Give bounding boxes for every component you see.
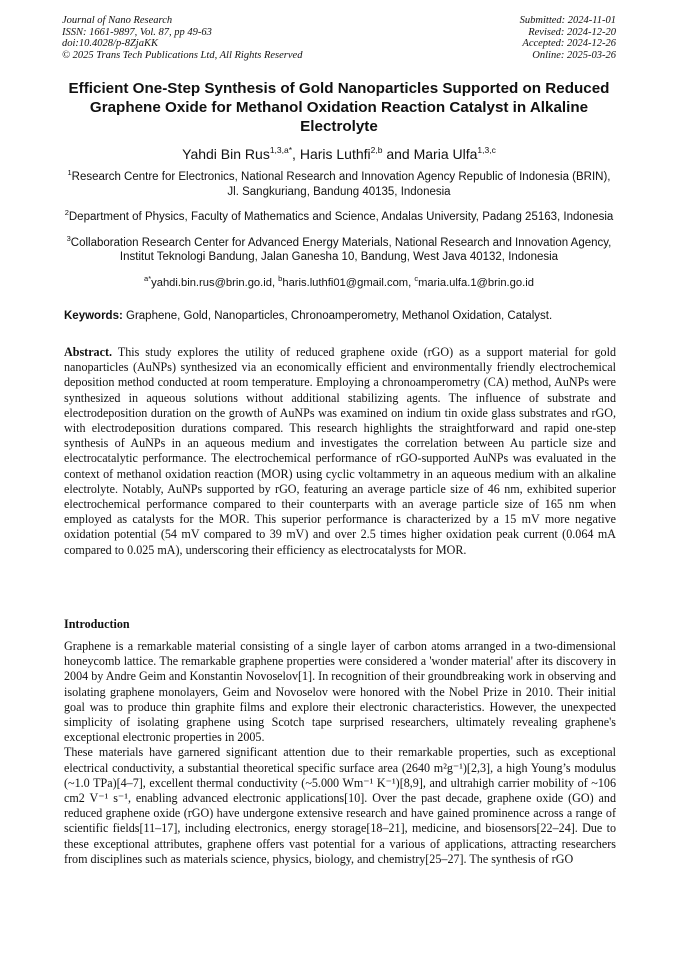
author-emails <box>62 272 616 291</box>
email-marker: b <box>278 273 283 283</box>
paper-title: Efficient One-Step Synthesis of Gold Nanoparticles Supported on Reduced Graphene Oxide for Methanol Oxidation Reaction Catalyst in Alkaline Electrolyte <box>68 80 610 135</box>
date-accepted: Accepted: 2024-12-26 <box>522 38 616 49</box>
journal-info <box>62 15 302 61</box>
journal-doi: doi:10.4028/p-8ZjaKK <box>62 38 158 49</box>
email-separator: , <box>271 276 279 289</box>
journal-issn: ISSN: 1661-9897, Vol. 87, pp 49-63 <box>62 26 212 38</box>
author-affiliation-marker: 1,3,c <box>477 145 496 155</box>
email-marker: a* <box>144 273 152 283</box>
date-revised: Revised: 2024-12-20 <box>528 26 616 38</box>
paragraph: Graphene is a remarkable material consisting of a single layer of carbon atoms arranged in a two-dimensional honeycomb lattice. The remarkable graphene properties were considered a 'wonder material' after its discovery in 2004 by Andre Geim and Konstantin Novoselov[1]. In recognition of their groundbreaking work in observing and isolating graphene monolayers, Geim and Novoselov were honored with the Nobel Prize in 2010. Their initial goal was to produce thin graphite films and explore their electronic characteristics. However, the unexpected simplicity of isolating graphene using Scotch tape surprised researchers, ultimately revealing graphene's exceptional electronic properties in 2005. <box>64 639 616 745</box>
journal-copyright: © 2025 Trans Tech Publications Ltd, All Rights Reserved <box>62 49 303 61</box>
affiliations <box>62 166 616 290</box>
date-submitted: Submitted: 2024-11-01 <box>519 15 616 26</box>
keywords-label: Keywords: <box>64 310 123 322</box>
email-separator: , <box>408 276 415 289</box>
affiliation-text: Research Centre for Electronics, National Research and Innovation Agency Republic of Indonesia (BRIN), Jl. Sangkuriang, Bandung 40135, Indonesia <box>71 171 611 198</box>
affiliation-number: 3 <box>66 233 71 243</box>
abstract <box>64 345 616 558</box>
journal-name: Journal of Nano Research <box>62 15 173 26</box>
email-address[interactable]: yahdi.bin.rus@brin.go.id <box>151 276 272 289</box>
keywords <box>64 309 616 323</box>
author-separator: , <box>292 146 300 162</box>
affiliation-number: 1 <box>67 168 72 177</box>
introduction-body <box>64 639 616 867</box>
email-address[interactable]: maria.ulfa.1@brin.go.id <box>418 276 534 289</box>
abstract-text: This study explores the utility of reduced graphene oxide (rGO) as a support material for gold nanoparticles (AuNPs) synthesized via an economically efficient and environmentally friendly electrochemical deposition method conducted at room temperature. Employing a chronoamperometry (CA) method, AuNPs were synthesized in aqueous solutions without additional stabilizing agents. The influence of substrate and electrodeposition duration on the growth of AuNPs was examined on indium tin oxide glass substrates and rGO, with electrodeposition durations compared. This research highlights the straightforward and rapid one-step synthesis of AuNPs in an aqueous medium and investigates the correlation between Au particle size and electrocatalytic performance. The electrochemical performance of rGO-supported AuNPs was evaluated in the context of methanol oxidation reaction (MOR) using cyclic voltammetry in an aqueous medium with an alkaline electrolyte. Notably, AuNPs supported by rGO, featuring an average particle size of 46 nm, exhibited superior electrochemical performance compared to their counterparts with an average particle size of 165 nm when employed as catalysts for the MOR. This superior performance is characterized by a 15 mV more negative oxidation potential (54 mV compared to 39 mV) and over 2.5 times higher oxidation peak current (0.064 mA compared to 0.025 mA), underscoring their efficiency as electrocatalysts for MOR. <box>64 345 616 557</box>
date-online: Online: 2025-03-26 <box>532 49 616 61</box>
affiliation-item <box>62 232 616 265</box>
email-address[interactable]: haris.luthfi01@gmail.com <box>282 276 409 289</box>
paragraph: These materials have garnered significant attention due to their remarkable properties, such as exceptional electrical conductivity, a substantial theoretical specific surface area (2640 m²g⁻¹)[2,3], a high Young’s modulus (~1.0 TPa)[4–7], excellent thermal conductivity (~5.000 Wm⁻¹ K⁻¹)[8,9], and ultrahigh carrier mobility of ~106 cm2 V⁻¹ s⁻¹, enabling advanced electronic applications[10]. Over the past decade, graphene oxide (GO) and reduced graphene oxide (rGO) have undergone extensive research and have gained prominence across a range of scientific fields[11–17], including electronics, energy storage[18–21], medicine, and biosensors[22–24]. Due to these exceptional attributes, graphene offers vast potential for a various of applications, attracting researchers from disciplines such as materials science, physics, biology, and chemistry[25–27]. The synthesis of rGO <box>64 745 616 866</box>
author-name: Yahdi Bin Rus <box>182 146 270 162</box>
author-affiliation-marker: 1,3,a* <box>269 145 293 155</box>
author-affiliation-marker: 2,b <box>370 145 383 155</box>
keywords-text: Graphene, Gold, Nanoparticles, Chronoamperometry, Methanol Oxidation, Catalyst. <box>126 310 553 322</box>
affiliation-text: Department of Physics, Faculty of Mathematics and Science, Andalas University, Padang 25163, Indonesia <box>68 211 614 223</box>
affiliation-text: Collaboration Research Center for Advanced Energy Materials, National Research and Innovation Agency, Institut Teknologi Bandung, Jalan Ganesha 10, Bandung, West Java 40132, Indonesia <box>70 236 612 263</box>
journal-header <box>62 15 616 63</box>
author-name: Haris Luthfi <box>299 146 371 162</box>
submission-dates <box>520 15 616 61</box>
abstract-label: Abstract. <box>64 345 113 359</box>
affiliation-number: 2 <box>64 208 69 217</box>
email-marker: c <box>414 273 419 283</box>
affiliation-item <box>62 206 616 225</box>
author-separator: and <box>382 146 414 162</box>
section-heading-introduction: Introduction <box>64 617 130 631</box>
author-list <box>60 141 618 163</box>
author-name: Maria Ulfa <box>413 146 478 162</box>
affiliation-item <box>62 166 616 199</box>
